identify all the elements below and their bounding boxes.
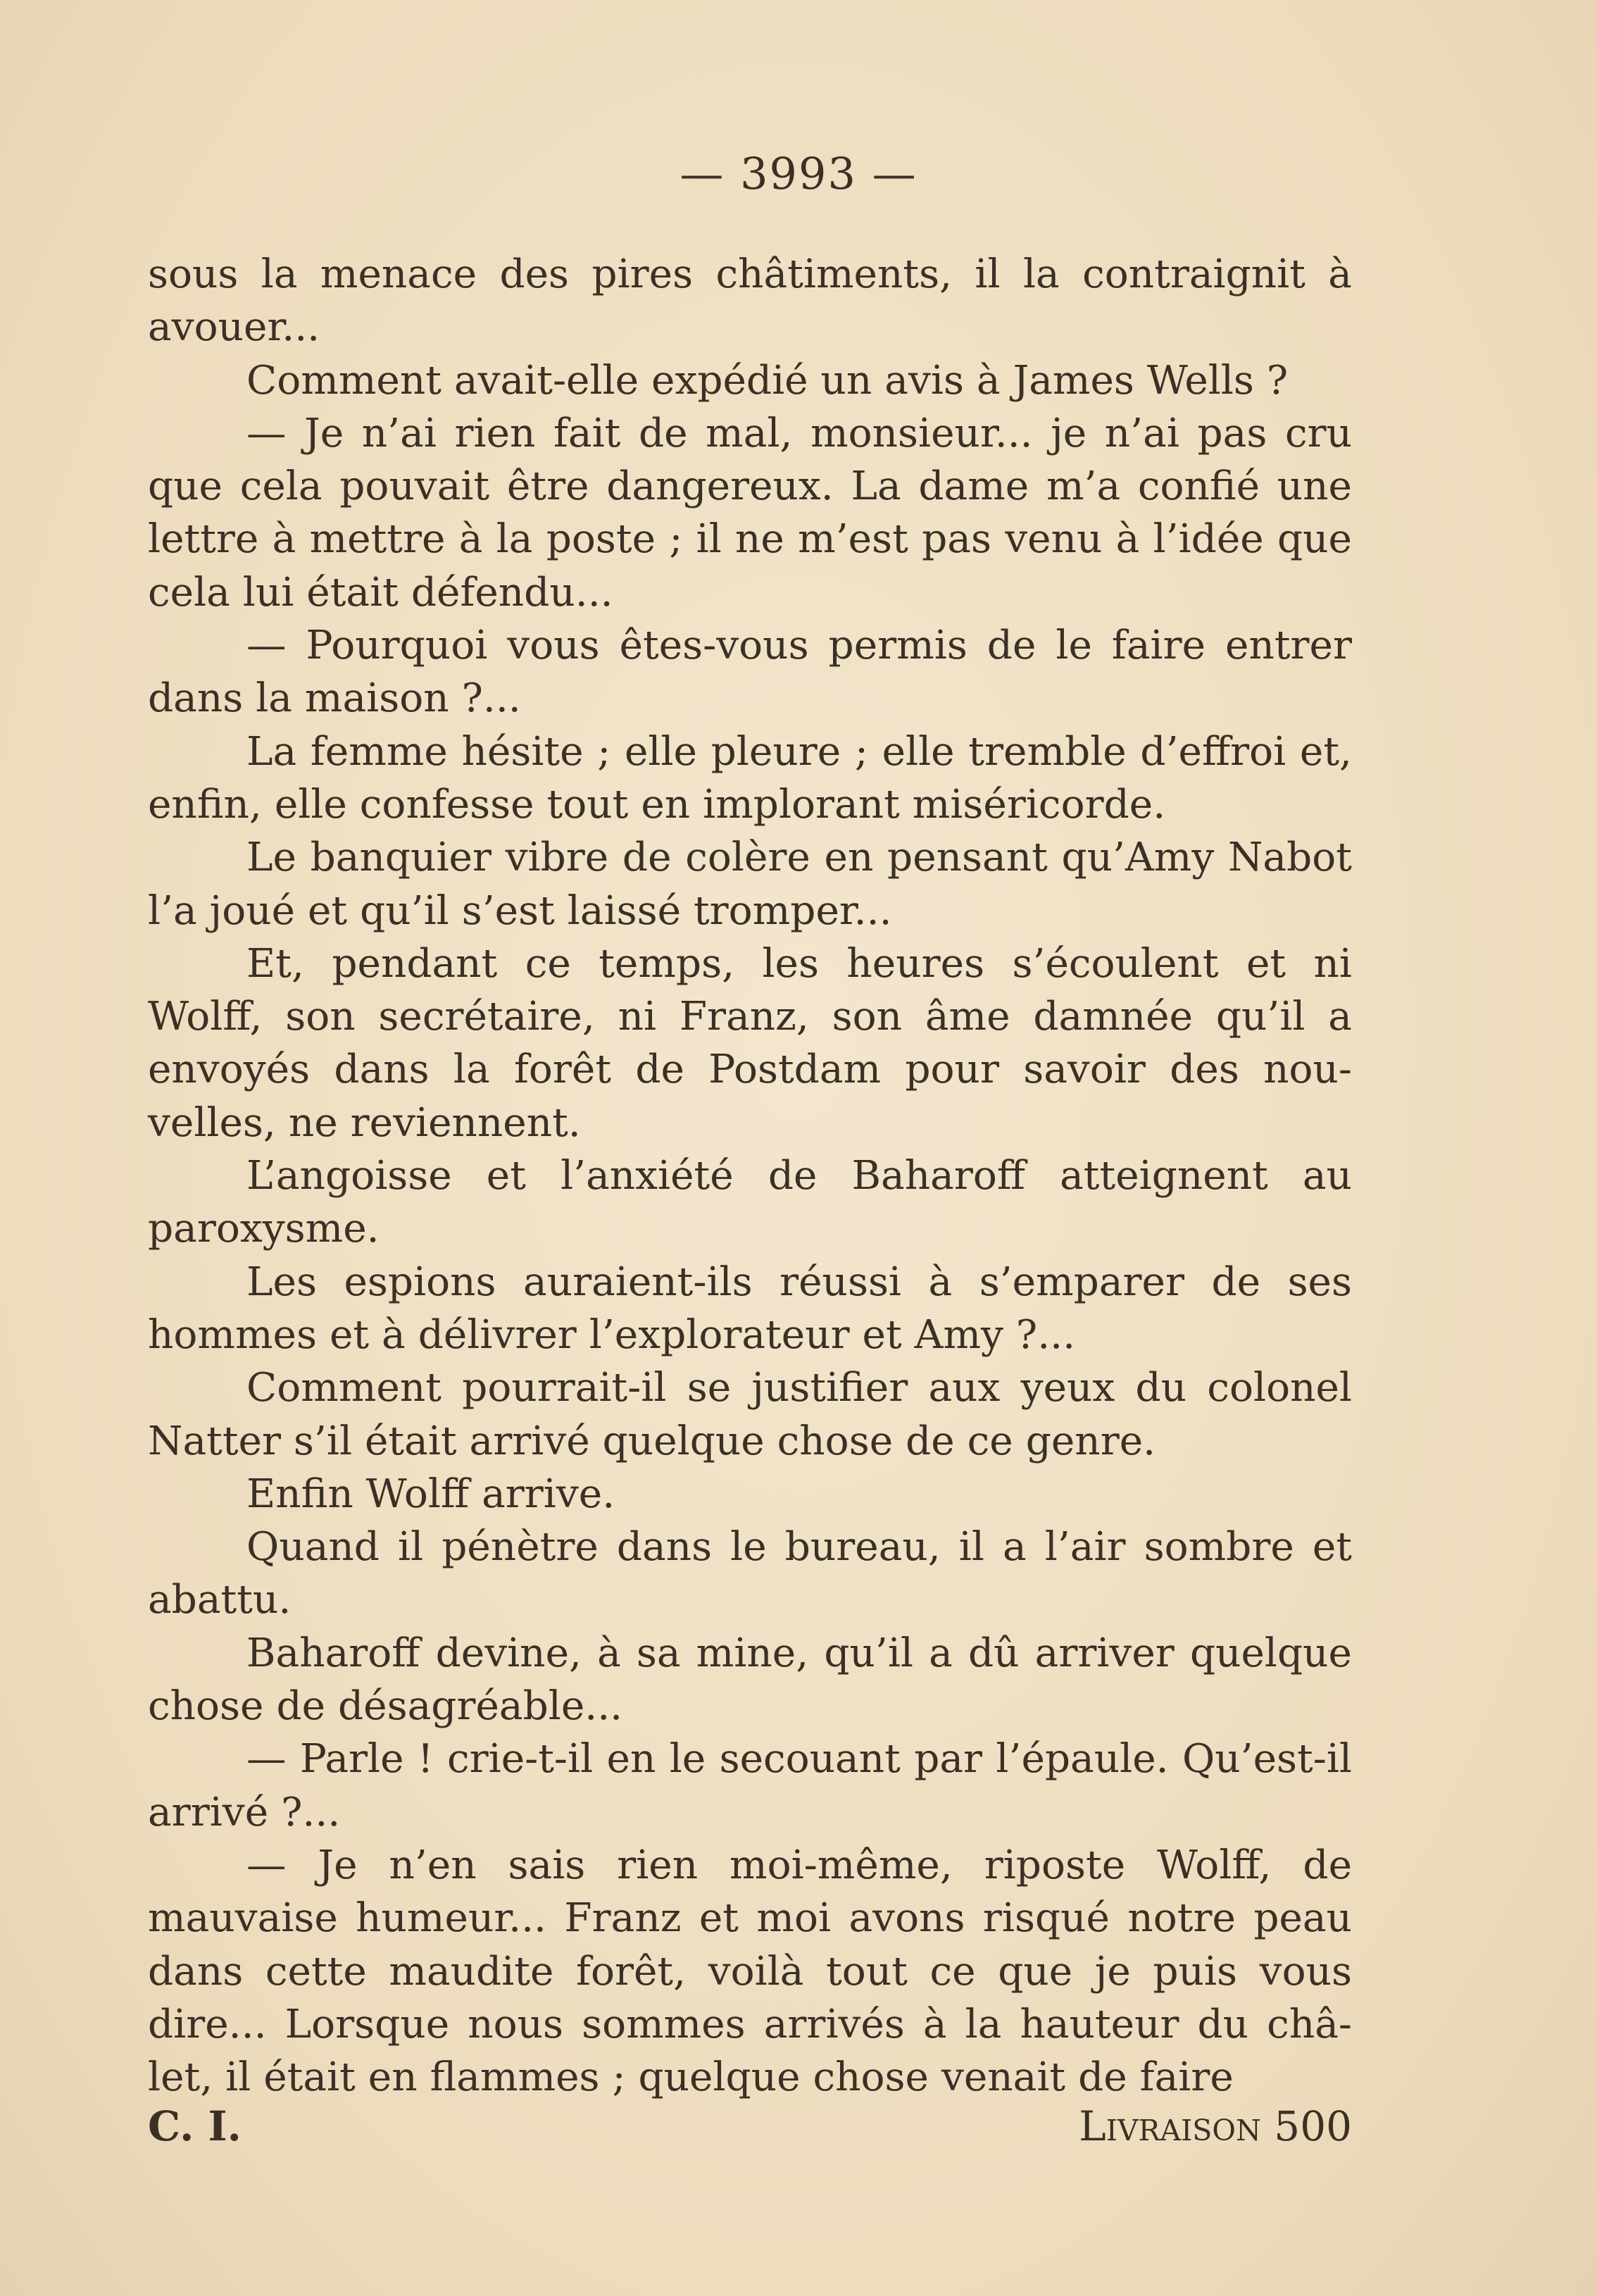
footer-series-mark: C. I. <box>148 2102 242 2150</box>
text-body <box>148 248 1352 2104</box>
paragraph: Enfin Wolff arrive. <box>246 1471 615 1517</box>
paragraph: — Je n’ai rien fait de mal, monsieur... je n’ai pas cru que cela pouvait être dangereux. La dame m’a confié une lettre à mettre à la poste ; il ne m’est pas venu à l’idée que cela lui était défendu... <box>148 410 1352 616</box>
paragraph: Le banquier vibre de colère en pensant qu’Amy Nabot l’a joué et qu’il s’est laissé tromper... <box>148 835 1352 934</box>
paragraph: La femme hésite ; elle pleure ; elle tremble d’effroi et, enfin, elle confesse tout en implorant miséricorde. <box>148 728 1352 828</box>
paragraph: Et, pendant ce temps, les heures s’écoulent et ni Wolff, son secrétaire, ni Franz, son âme damnée qu’il a envoyés dans la forêt de Postdam pour savoir des nouvelles, ne reviennent. <box>148 940 1352 1146</box>
paragraph: Baharoff devine, à sa mine, qu’il a dû arriver quelque chose de désagréable... <box>148 1630 1352 1730</box>
paragraph: — Pourquoi vous êtes-vous permis de le faire entrer dans la maison ?... <box>148 623 1352 722</box>
page-number: — 3993 — <box>679 148 918 199</box>
paragraph: L’angoisse et l’anxiété de Baharoff atteignent au paroxysme. <box>148 1153 1352 1252</box>
paragraph: Comment avait-elle expédié un avis à James Wells ? <box>246 357 1289 404</box>
footer-livraison: Livraison 500 <box>1079 2102 1352 2150</box>
paragraph: sous la menace des pires châtiments, il la contraignit à avouer... <box>148 251 1352 351</box>
paragraph: — Parle ! crie-t-il en le secouant par l’épaule. Qu’est-il arrivé ?... <box>148 1736 1352 1835</box>
paragraph: — Je n’en sais rien moi-même, riposte Wolff, de mauvaise humeur... Franz et moi avons risqué notre peau dans cette maudite forêt, voilà tout ce que je puis vous dire... Lorsque nous sommes arrivés à la hauteur du châlet, il était en flammes ; quelque chose venait de faire <box>148 1842 1352 2101</box>
paragraph: Comment pourrait-il se justifier aux yeux du colonel Natter s’il était arrivé quelque chose de ce genre. <box>148 1365 1352 1464</box>
paragraph: Quand il pénètre dans le bureau, il a l’air sombre et abattu. <box>148 1524 1352 1623</box>
paragraph: Les espions auraient-ils réussi à s’emparer de ses hommes et à délivrer l’explorateur et Amy ?... <box>148 1259 1352 1358</box>
